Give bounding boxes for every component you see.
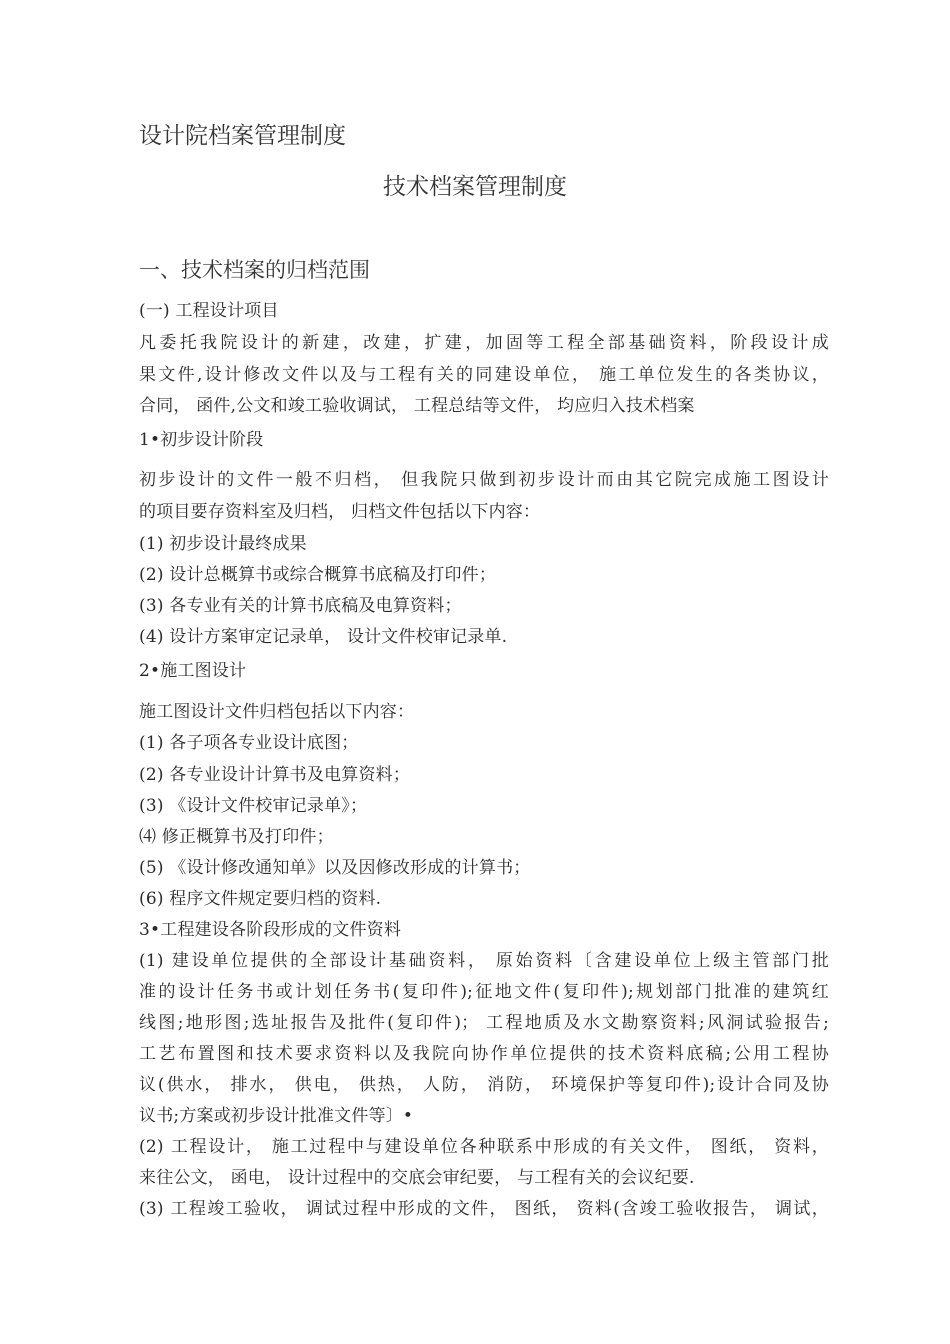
paragraph-line: (2) 工程设计， 施工过程中与建设单位各种联系中形成的有关文件， 图纸， 资料，: [139, 1137, 829, 1157]
paragraph-line: 准的设计任务书或计划任务书(复印件);征地文件(复印件);规划部门批准的建筑红: [139, 982, 829, 1002]
stage-heading: 1•初步设计阶段: [139, 430, 264, 450]
list-item: (1) 各子项各专业设计底图；: [139, 733, 359, 753]
list-item: (3) 《设计文件校审记录单》；: [139, 796, 368, 816]
paragraph-line: 来往公文， 函电， 设计过程中的交底会审纪要， 与工程有关的会议纪要.: [139, 1168, 695, 1188]
paragraph-line: 施工图设计文件归档包括以下内容：: [139, 702, 415, 722]
document-title: 设计院档案管理制度: [139, 123, 346, 149]
paragraph-line: 议(供水， 排水， 供电， 供热， 人防， 消防， 环境保护等复印件);设计合同及协: [139, 1075, 829, 1095]
paragraph-line: (1) 建设单位提供的全部设计基础资料， 原始资料〔含建设单位上级主管部门批: [139, 951, 829, 971]
paragraph-line: (3) 工程竣工验收， 调试过程中形成的文件， 图纸， 资料(含竣工验收报告， 调试，: [139, 1199, 829, 1219]
paragraph-line: 议书;方案或初步设计批准文件等〕•: [139, 1106, 414, 1126]
paragraph-line: 线图;地形图;选址报告及批件(复印件)； 工程地质及水文勘察资料;风洞试验报告;: [139, 1013, 829, 1033]
list-item: (6) 程序文件规定要归档的资料.: [139, 889, 382, 909]
stage-heading: 3•工程建设各阶段形成的文件资料: [139, 920, 402, 940]
list-item: (2) 各专业设计计算书及电算资料；: [139, 765, 411, 785]
list-item: (3) 各专业有关的计算书底稿及电算资料；: [139, 596, 462, 616]
paragraph-line: 的项目要存资料室及归档， 归档文件包括以下内容：: [139, 502, 541, 522]
main-title: 技术档案管理制度: [383, 174, 567, 200]
paragraph-line: 合同， 函件,公文和竣工验收调试， 工程总结等文件， 均应归入技术档案: [139, 396, 695, 416]
paragraph-line: 工艺布置图和技术要求资料以及我院向协作单位提供的技术资料底稿;公用工程协: [139, 1044, 829, 1064]
list-item: (4) 设计方案审定记录单， 设计文件校审记录单.: [139, 627, 508, 647]
list-item: (2) 设计总概算书或综合概算书底稿及打印件；: [139, 565, 497, 585]
paragraph-line: 凡委托我院设计的新建，改建，扩建，加固等工程全部基础资料，阶段设计成: [139, 333, 829, 353]
list-item: (5) 《设计修改通知单》以及因修改形成的计算书；: [139, 858, 531, 878]
subsection-heading: (一) 工程设计项目: [139, 301, 279, 321]
section-heading: 一、技术档案的归档范围: [139, 258, 370, 282]
list-item: ⑷ 修正概算书及打印件；: [139, 827, 334, 847]
stage-heading: 2•施工图设计: [139, 661, 247, 681]
paragraph-line: 初步设计的文件一般不归档， 但我院只做到初步设计而由其它院完成施工图设计: [139, 470, 829, 490]
paragraph-line: 果文件,设计修改文件以及与工程有关的同建设单位， 施工单位发生的各类协议，: [139, 365, 829, 385]
list-item: (1) 初步设计最终成果: [139, 534, 307, 554]
